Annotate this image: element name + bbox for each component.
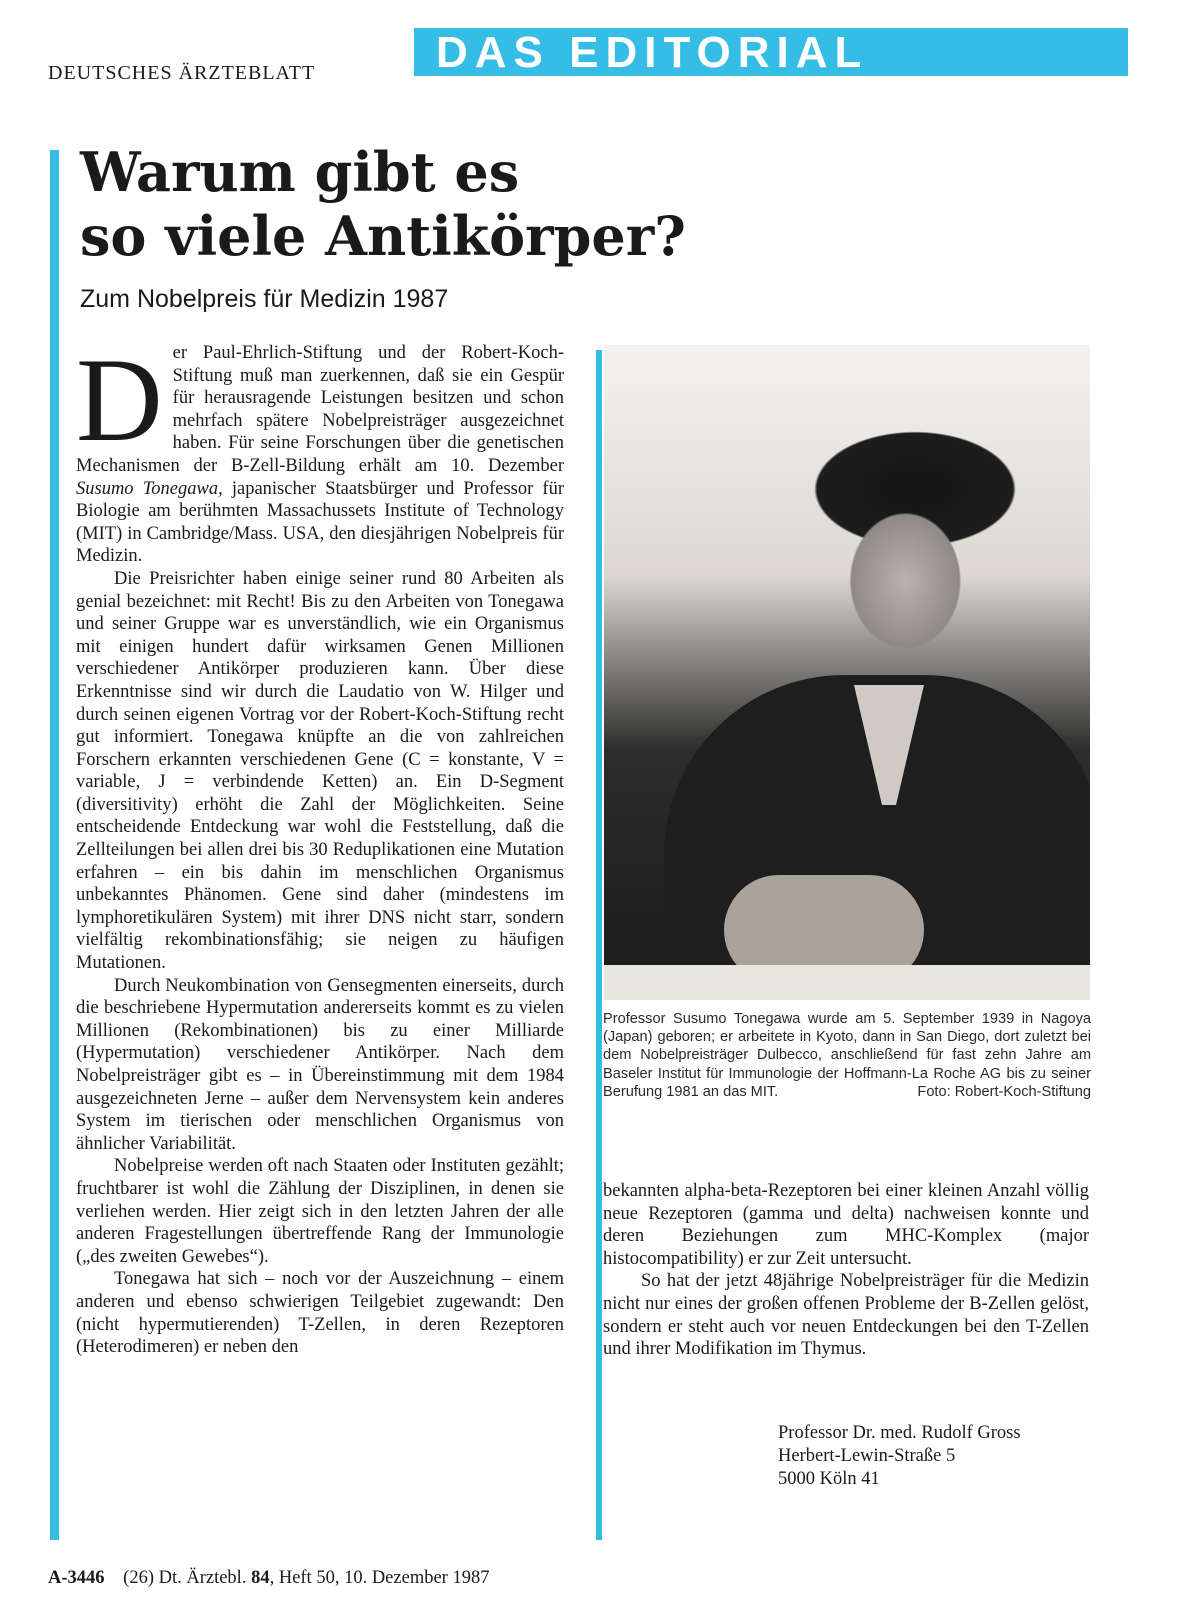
paragraph-2: Die Preisrichter haben einige seiner rund 80 Arbeiten als genial bezeichnet: mit Recht! Bis zu den Arbeiten von Tonegawa und seiner Gruppe war es unverständlich, wie ein Organismus mit einigen hundert dafür wirksamen Genen Millionen verschiedener Antikörper produzieren kann. Über diese Erkenntnisse sind wir durch die Laudatio von W. Hilger und durch seinen eigenen Vortrag vor der Robert-Koch-Stiftung recht gut informiert. Tonegawa knüpfte an die von zahlreichen Forschern erkannten verschiedenen Gene (C = konstante, V = variable, J = verbindende Ketten) an. Ein D-Segment (diversitivity) erhöht die Zahl der Möglichkeiten. Seine entscheidende Entdeckung war wohl die Feststellung, daß die Zellteilungen bei allen drei bis 30 Reduplikationen eine Mutation erfahren – ein bis dahin im menschlichen Organismus unbekanntes Phänomen. Gene sind daher (mindestens im lymphoretikulären System) mit ihrer DNS nicht starr, sondern vielfältig rekombinationsfähig; sie neigen zu häufigen Mutationen. [76, 568, 564, 974]
laureate-name: Susumo Tonegawa, [76, 478, 223, 499]
article-column-left [76, 333, 564, 1359]
article-column-right [603, 1180, 1089, 1361]
accent-bar-right [596, 350, 602, 1540]
photo-credit: Foto: Robert-Koch-Stiftung [917, 1084, 1091, 1101]
paragraph-1-text: er Paul-Ehrlich-Stiftung und der Robert-Koch-Stiftung muß man zuerkennen, daß sie ein Gespür für herausragende Leistungen besitzen und schon mehrfach spätere Nobelpreisträger ausgezeichnet haben. Für seine Forschungen über die genetischen Mechanismen der B-Zell-Bildung erhält am 10. Dezember [76, 343, 564, 476]
photo-table-shape [604, 965, 1090, 1000]
paragraph-5: Tonegawa hat sich – noch vor der Auszeichnung – einem anderen und ebenso schwierigen Teilgebiet zugewandt: Den (nicht hypermutierenden) T-Zellen, in deren Rezeptoren (Heterodimeren) er neben den [76, 1269, 564, 1358]
author-street: Herbert-Lewin-Straße 5 [778, 1446, 956, 1466]
paragraph-1-end: japanischer Staatsbürger und Professor für Biologie am berühmten Massachussets Institute of Technology (MIT) in Cambridge/Mass. USA, den diesjährigen Nobelpreis für Medizin. [76, 478, 564, 567]
paragraph-5-continued: bekannten alpha-beta-Rezeptoren bei einer kleinen Anzahl völlig neue Rezeptoren (gamma und delta) nachweisen konnte und deren Beziehungen zum MHC-Komplex (major histocompatibility) er zur Zeit untersucht. [603, 1181, 1089, 1269]
issue-prefix: (26) Dt. Ärztebl. [123, 1568, 247, 1588]
paragraph-1 [76, 333, 564, 568]
paragraph-4: Nobelpreise werden oft nach Staaten oder Instituten gezählt; fruchtbarer ist wohl die Zählung der Disziplinen, in denen sie verliehen werden. Hier zeigt sich in den letzten Jahren der alle anderen Fragestellungen übertreffende Rang der Immunologie („des zweiten Gewebes“). [76, 1156, 564, 1267]
section-banner [414, 28, 1128, 76]
caption-text: Professor Susumo Tonegawa wurde am 5. September 1939 in Nagoya (Japan) geboren; er arbeitete in Kyoto, dann in San Diego, dort zuletzt bei dem Nobelpreisträger Dulbecco, anschließend für fast zehn Jahre am Baseler Institut für Immunologie der Hoffmann-La Roche AG bis zu seiner Berufung 1981 an das MIT. [603, 1011, 1091, 1100]
paragraph-6: So hat der jetzt 48jährige Nobelpreisträger für die Medizin nicht nur eines der großen offenen Probleme der B-Zellen gelöst, sondern er steht auch vor neuen Entdeckungen bei den T-Zellen und ihrer Modifikation im Thymus. [603, 1271, 1089, 1360]
drop-cap: D [76, 333, 163, 466]
author-city: 5000 Köln 41 [778, 1469, 880, 1489]
page-footer [48, 1568, 489, 1589]
portrait-photo [604, 345, 1090, 1000]
headline-line-1: Warum gibt es [80, 140, 520, 204]
publication-name: DEUTSCHES ÄRZTEBLATT [48, 62, 316, 84]
issue-details: , Heft 50, 10. Dezember 1987 [269, 1568, 490, 1588]
accent-bar-left [50, 150, 59, 1540]
headline-line-2: so viele Antikörper? [80, 204, 686, 268]
volume-number: 84 [251, 1568, 270, 1588]
page-code: A-3446 [48, 1568, 105, 1588]
paragraph-3: Durch Neukombination von Gensegmenten einerseits, durch die beschriebene Hypermutation andererseits kommt es zu vielen Millionen (Rekombinationen) bis zu einer Milliarde (Hypermutation) verschiedener Antikörper. Nach dem Nobelpreisträger gibt es – in Übereinstimmung mit dem 1984 ausgezeichneten Jerne – außer dem Nervensystem kein anderes System im tierischen oder menschlichen Organismus von ähnlicher Variabilität. [76, 975, 564, 1154]
article-subtitle: Zum Nobelpreis für Medizin 1987 [80, 285, 449, 313]
photo-caption [603, 1010, 1091, 1101]
author-signature [778, 1422, 1021, 1491]
author-name: Professor Dr. med. Rudolf Gross [778, 1423, 1021, 1443]
section-title: DAS EDITORIAL [436, 28, 869, 77]
article-headline [80, 140, 800, 268]
